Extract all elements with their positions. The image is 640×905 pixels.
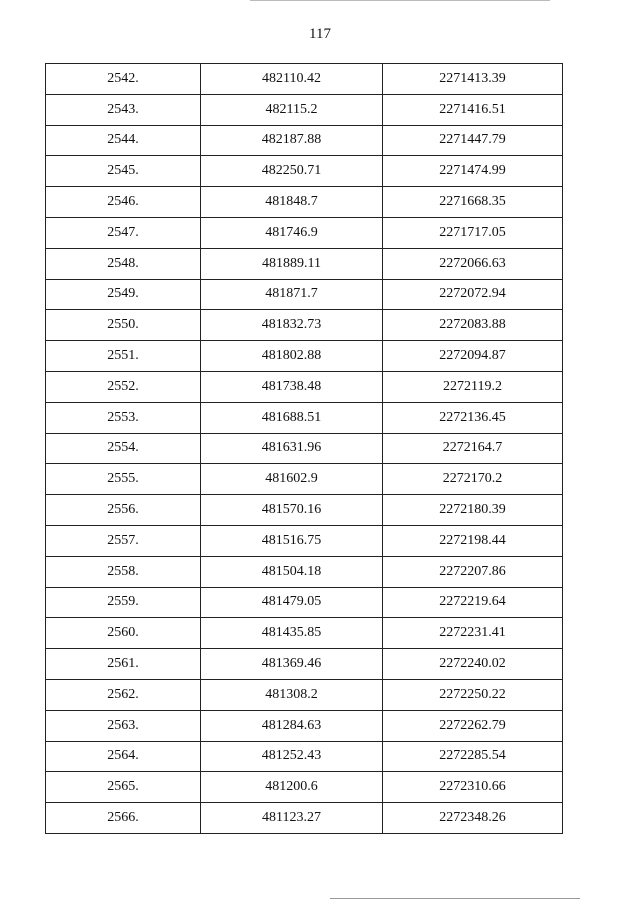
x-coordinate-cell: 481631.96: [201, 433, 383, 464]
table-row: [46, 495, 563, 526]
y-coordinate-cell: 2272170.2: [383, 464, 563, 495]
y-coordinate-cell: 2272219.64: [383, 587, 563, 618]
x-coordinate-cell: 482187.88: [201, 125, 383, 156]
x-coordinate-cell: 481871.7: [201, 279, 383, 310]
point-number-cell: 2553.: [46, 402, 201, 433]
point-number-cell: 2548.: [46, 248, 201, 279]
point-number-cell: 2547.: [46, 217, 201, 248]
point-number-cell: 2558.: [46, 556, 201, 587]
y-coordinate-cell: 2272164.7: [383, 433, 563, 464]
table-row: [46, 64, 563, 95]
x-coordinate-cell: 481308.2: [201, 679, 383, 710]
bottom-edge-line: [330, 898, 580, 899]
x-coordinate-cell: 481369.46: [201, 649, 383, 680]
point-number-cell: 2550.: [46, 310, 201, 341]
top-edge-line: [250, 0, 550, 1]
table-row: [46, 587, 563, 618]
point-number-cell: 2544.: [46, 125, 201, 156]
y-coordinate-cell: 2272094.87: [383, 341, 563, 372]
table-row: [46, 94, 563, 125]
y-coordinate-cell: 2271447.79: [383, 125, 563, 156]
y-coordinate-cell: 2272136.45: [383, 402, 563, 433]
x-coordinate-cell: 481284.63: [201, 710, 383, 741]
y-coordinate-cell: 2272198.44: [383, 525, 563, 556]
y-coordinate-cell: 2271668.35: [383, 187, 563, 218]
table-row: [46, 310, 563, 341]
x-coordinate-cell: 481200.6: [201, 772, 383, 803]
x-coordinate-cell: 481848.7: [201, 187, 383, 218]
x-coordinate-cell: 481746.9: [201, 217, 383, 248]
table-row: [46, 741, 563, 772]
y-coordinate-cell: 2272207.86: [383, 556, 563, 587]
y-coordinate-cell: 2272262.79: [383, 710, 563, 741]
table-row: [46, 464, 563, 495]
y-coordinate-cell: 2272285.54: [383, 741, 563, 772]
point-number-cell: 2565.: [46, 772, 201, 803]
table-row: [46, 341, 563, 372]
table-row: [46, 433, 563, 464]
x-coordinate-cell: 481832.73: [201, 310, 383, 341]
table-row: [46, 125, 563, 156]
table-row: [46, 710, 563, 741]
table-row: [46, 772, 563, 803]
x-coordinate-cell: 481123.27: [201, 803, 383, 834]
point-number-cell: 2542.: [46, 64, 201, 95]
point-number-cell: 2564.: [46, 741, 201, 772]
x-coordinate-cell: 481688.51: [201, 402, 383, 433]
point-number-cell: 2543.: [46, 94, 201, 125]
x-coordinate-cell: 481570.16: [201, 495, 383, 526]
point-number-cell: 2560.: [46, 618, 201, 649]
y-coordinate-cell: 2272066.63: [383, 248, 563, 279]
y-coordinate-cell: 2272310.66: [383, 772, 563, 803]
x-coordinate-cell: 481889.11: [201, 248, 383, 279]
x-coordinate-cell: 481516.75: [201, 525, 383, 556]
x-coordinate-cell: 481252.43: [201, 741, 383, 772]
point-number-cell: 2552.: [46, 371, 201, 402]
point-number-cell: 2557.: [46, 525, 201, 556]
y-coordinate-cell: 2272083.88: [383, 310, 563, 341]
table-row: [46, 156, 563, 187]
table-body: [46, 64, 563, 834]
x-coordinate-cell: 482250.71: [201, 156, 383, 187]
page-number: 117: [309, 26, 331, 42]
point-number-cell: 2555.: [46, 464, 201, 495]
x-coordinate-cell: 481802.88: [201, 341, 383, 372]
table-row: [46, 248, 563, 279]
y-coordinate-cell: 2272250.22: [383, 679, 563, 710]
y-coordinate-cell: 2271413.39: [383, 64, 563, 95]
table-row: [46, 402, 563, 433]
point-number-cell: 2561.: [46, 649, 201, 680]
table-row: [46, 279, 563, 310]
x-coordinate-cell: 481435.85: [201, 618, 383, 649]
table-row: [46, 649, 563, 680]
table-row: [46, 371, 563, 402]
table-row: [46, 217, 563, 248]
y-coordinate-cell: 2272240.02: [383, 649, 563, 680]
point-number-cell: 2563.: [46, 710, 201, 741]
x-coordinate-cell: 481479.05: [201, 587, 383, 618]
point-number-cell: 2546.: [46, 187, 201, 218]
x-coordinate-cell: 482115.2: [201, 94, 383, 125]
x-coordinate-cell: 481602.9: [201, 464, 383, 495]
table-row: [46, 803, 563, 834]
y-coordinate-cell: 2272231.41: [383, 618, 563, 649]
x-coordinate-cell: 482110.42: [201, 64, 383, 95]
table-row: [46, 679, 563, 710]
point-number-cell: 2545.: [46, 156, 201, 187]
x-coordinate-cell: 481504.18: [201, 556, 383, 587]
point-number-cell: 2559.: [46, 587, 201, 618]
y-coordinate-cell: 2271474.99: [383, 156, 563, 187]
point-number-cell: 2551.: [46, 341, 201, 372]
y-coordinate-cell: 2272180.39: [383, 495, 563, 526]
table-row: [46, 525, 563, 556]
point-number-cell: 2549.: [46, 279, 201, 310]
y-coordinate-cell: 2272072.94: [383, 279, 563, 310]
table-row: [46, 556, 563, 587]
coordinates-table: [45, 63, 563, 834]
y-coordinate-cell: 2271717.05: [383, 217, 563, 248]
table-row: [46, 618, 563, 649]
point-number-cell: 2556.: [46, 495, 201, 526]
point-number-cell: 2554.: [46, 433, 201, 464]
y-coordinate-cell: 2272119.2: [383, 371, 563, 402]
table-row: [46, 187, 563, 218]
y-coordinate-cell: 2271416.51: [383, 94, 563, 125]
y-coordinate-cell: 2272348.26: [383, 803, 563, 834]
point-number-cell: 2566.: [46, 803, 201, 834]
point-number-cell: 2562.: [46, 679, 201, 710]
x-coordinate-cell: 481738.48: [201, 371, 383, 402]
